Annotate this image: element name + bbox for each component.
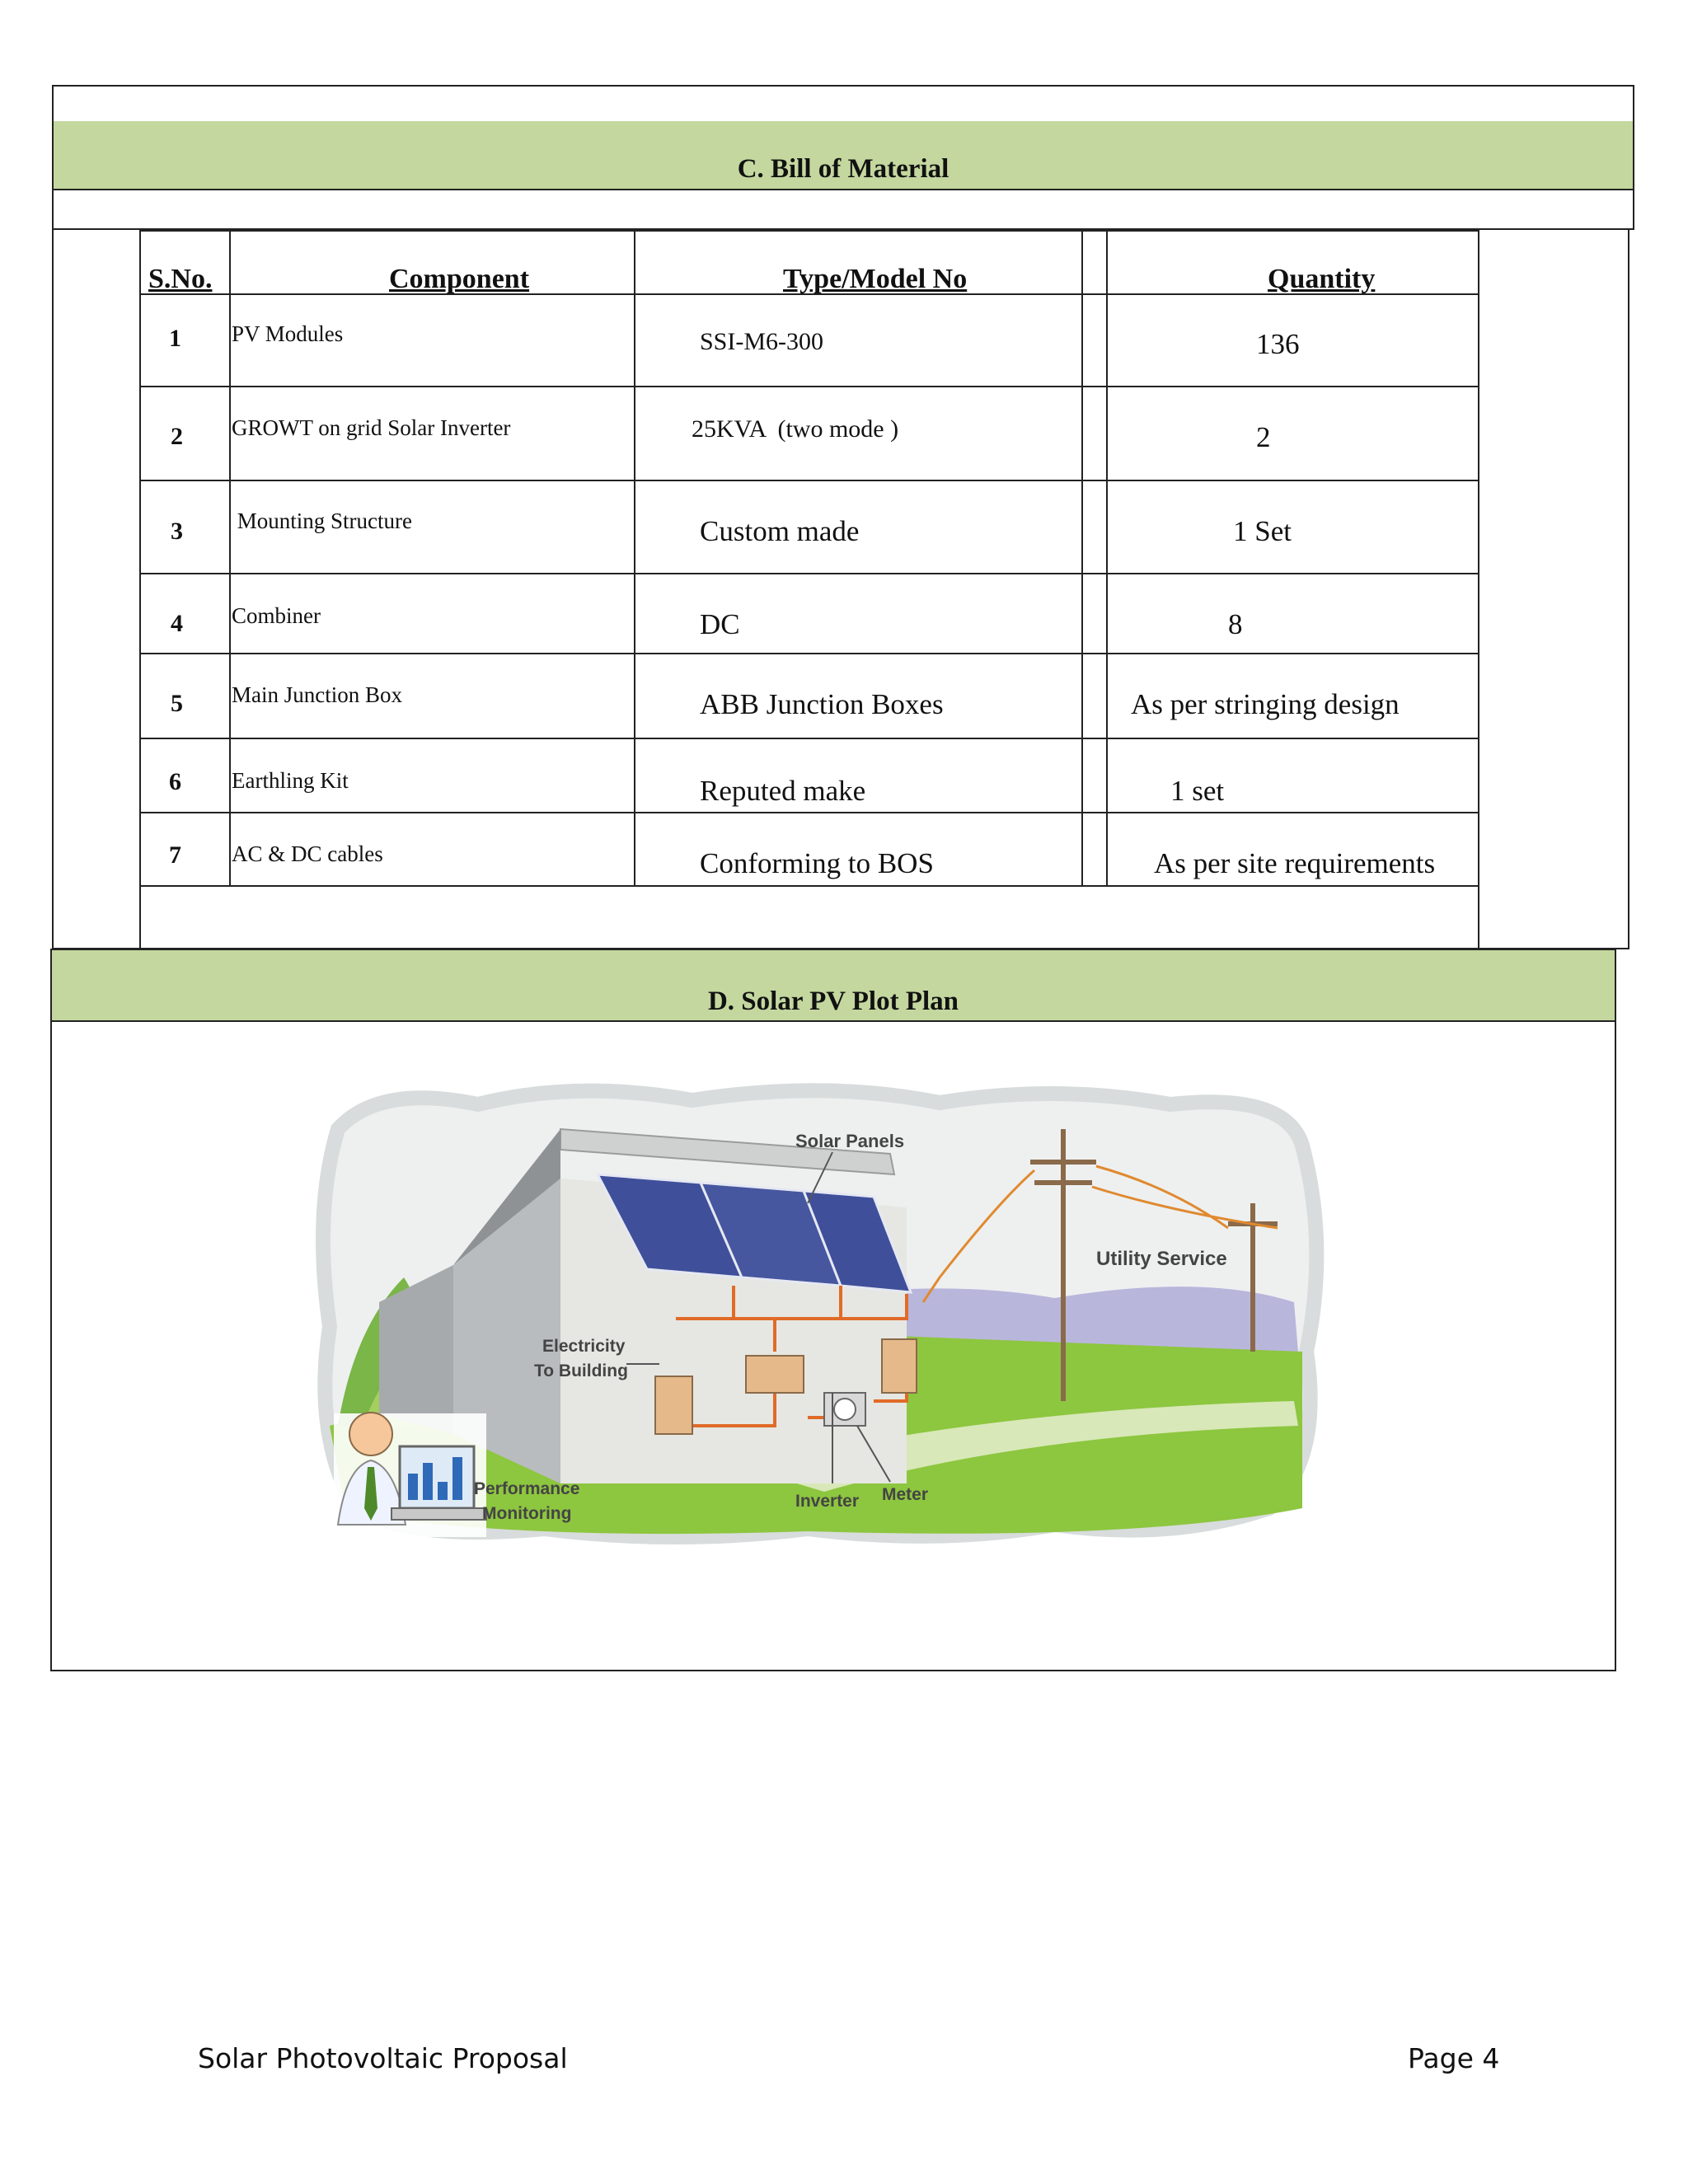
- table-row-5-type: ABB Junction Boxes: [700, 688, 944, 720]
- table-row-1-quantity: 136: [1256, 328, 1300, 360]
- table-row-4-type: DC: [700, 608, 740, 640]
- table-row-5-quantity: As per stringing design: [1131, 688, 1400, 720]
- table-row-1-type: SSI-M6-300: [700, 328, 824, 355]
- label-performance-line1: Performance: [474, 1479, 580, 1498]
- header-quantity: Quantity: [1268, 264, 1376, 294]
- header-component: Component: [389, 264, 530, 294]
- table-row-7-component: AC & DC cables: [232, 841, 383, 866]
- header-sno: S.No.: [148, 264, 213, 294]
- monitoring-person: [334, 1413, 486, 1537]
- solar-system-illustration: [313, 1080, 1329, 1545]
- table-row-3-type: Custom made: [700, 515, 860, 547]
- table-row-1-component: PV Modules: [232, 321, 344, 346]
- table-row-4-quantity: 8: [1228, 608, 1243, 640]
- label-solar-panels: Solar Panels: [795, 1131, 905, 1151]
- label-inverter: Inverter: [795, 1492, 860, 1511]
- bill-of-material-header-bar: [52, 121, 1634, 190]
- bill-of-material-title: C. Bill of Material: [737, 154, 950, 184]
- table-row-6-component: Earthling Kit: [232, 768, 349, 793]
- table-row-2-component: GROWT on grid Solar Inverter: [232, 415, 511, 440]
- table-row-2-quantity: 2: [1256, 421, 1271, 453]
- table-row-5-component: Main Junction Box: [232, 682, 402, 707]
- table-row-7-quantity: As per site requirements: [1154, 847, 1436, 879]
- table-row-6-type: Reputed make: [700, 775, 866, 807]
- plot-plan-title: D. Solar PV Plot Plan: [707, 987, 959, 1016]
- label-utility-service: Utility Service: [1096, 1248, 1227, 1270]
- table-row-2-type: 25KVA (two mode ): [692, 415, 899, 443]
- plot-plan-header-bar: [50, 949, 1616, 1022]
- table-row-7-sno: 7: [169, 841, 181, 869]
- header-type-model: Type/Model No: [783, 264, 968, 294]
- table-row-7-type: Conforming to BOS: [700, 847, 934, 879]
- table-row-3-quantity: 1 Set: [1233, 515, 1292, 547]
- spacer-row: [52, 189, 1634, 230]
- label-performance-line2: Monitoring: [482, 1504, 572, 1523]
- table-row-6-quantity: 1 set: [1170, 775, 1225, 807]
- table-row-3-component: Mounting Structure: [232, 509, 412, 533]
- footer-page-number: Page 4: [1408, 2042, 1500, 2074]
- table-row-2-sno: 2: [171, 423, 183, 450]
- label-electricity-line1: Electricity: [542, 1337, 626, 1356]
- table-row-3-sno: 3: [171, 518, 183, 545]
- footer-document-title: Solar Photovoltaic Proposal: [198, 2042, 568, 2074]
- top-empty-row: [52, 85, 1634, 123]
- table-row-1-sno: 1: [169, 325, 181, 352]
- table-row-6-sno: 6: [169, 768, 181, 795]
- label-electricity-line2: To Building: [534, 1361, 628, 1380]
- label-meter: Meter: [882, 1485, 929, 1504]
- table-row-4-component: Combiner: [232, 603, 321, 628]
- table-row-5-sno: 5: [171, 690, 183, 717]
- table-row-4-sno: 4: [171, 610, 183, 637]
